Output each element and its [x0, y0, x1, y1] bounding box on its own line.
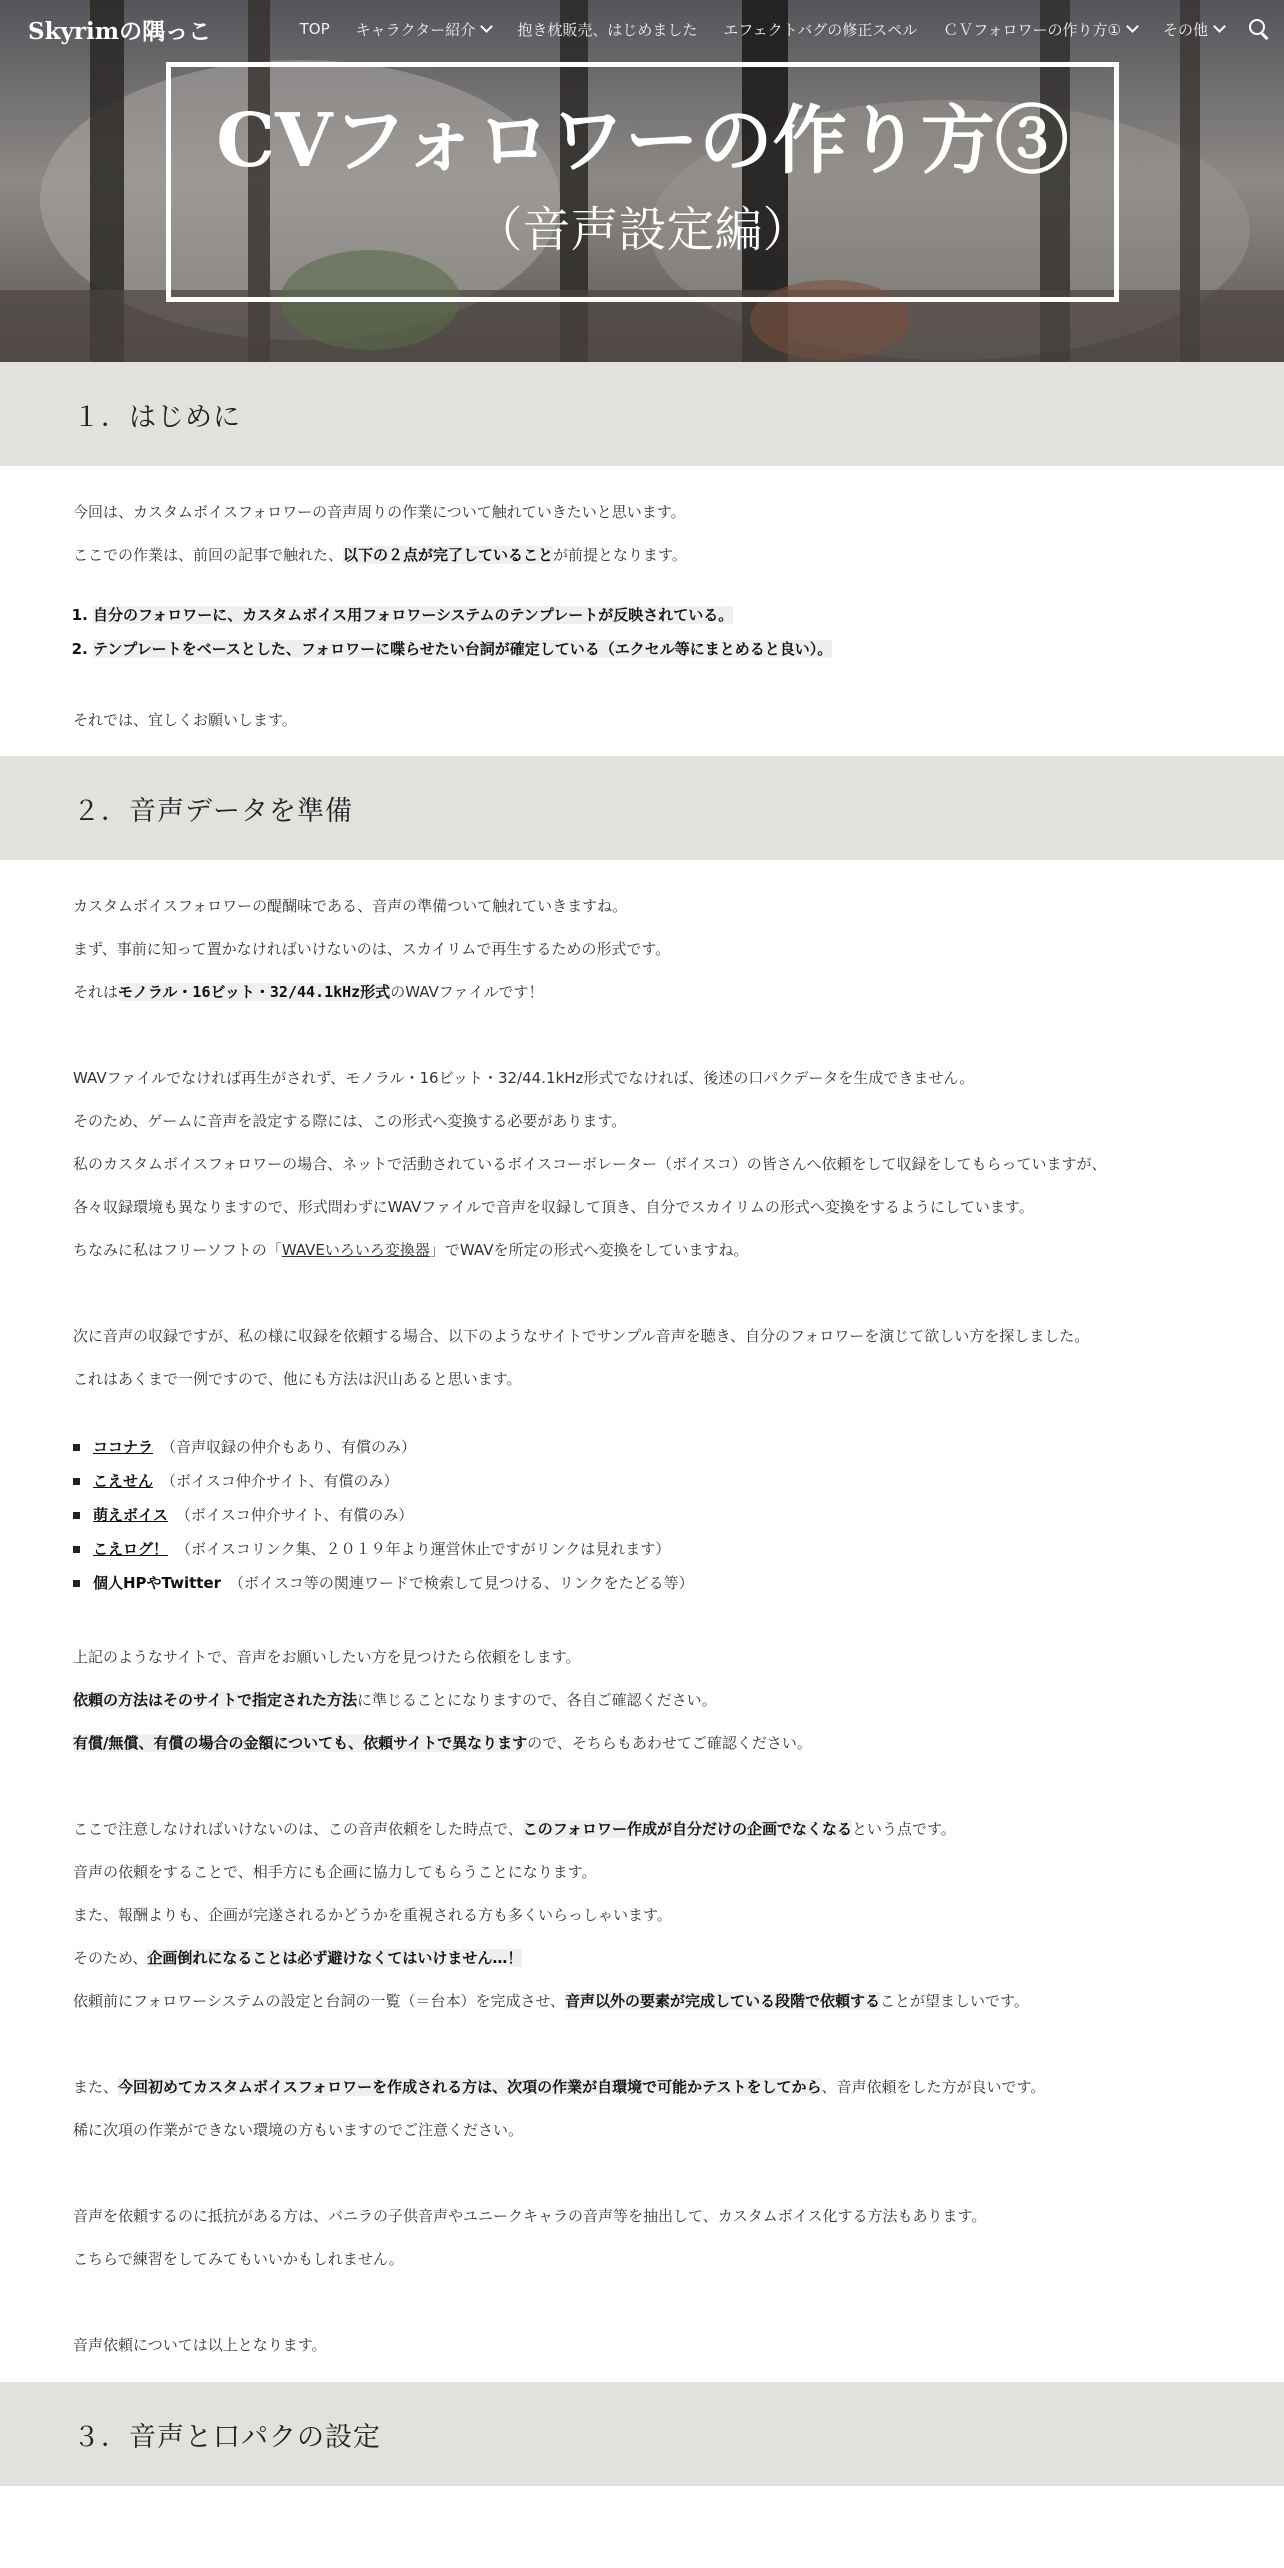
section-heading-band — [0, 362, 1284, 466]
paragraph: こちらで練習をしてみてもいいかもしれません。 — [73, 2250, 404, 2268]
list-item — [73, 1529, 1211, 1563]
chevron-down-icon[interactable] — [1213, 20, 1226, 33]
text: に準じることになりますので、各自ご確認ください。 — [356, 1691, 717, 1709]
paragraph: これはあくまで一例ですので、他にも方法は沢山あると思います。 — [73, 1370, 522, 1388]
paragraph: カスタムボイスフォロワーの醍醐味である、音声の準備ついて触れていきますね。 — [73, 897, 628, 915]
paragraph — [73, 1980, 1211, 2023]
list-item-note: （ボイスコリンク集、２０１９年より運営休止ですがリンクは見れます） — [176, 1540, 671, 1558]
paragraph: まず、事前に知って置かなければいけないのは、スカイリムで再生するための形式です。 — [73, 940, 671, 958]
text: が前提となります。 — [553, 546, 687, 564]
nav-item-label: ＣＶフォロワーの作り方① — [943, 20, 1121, 39]
highlighted-text: 依頼の方法はそのサイトで指定された方法 — [73, 1691, 357, 1709]
text: のWAVファイルです！ — [390, 983, 544, 1001]
list-item-note: （音声収録の仲介もあり、有償のみ） — [161, 1438, 417, 1456]
site-list — [73, 1427, 1211, 1597]
highlighted-text: 音声以外の要素が完成している段階で依頼する — [565, 1992, 881, 2010]
paragraph: そのため、ゲームに音声を設定する際には、この形式へ変換する必要があります。 — [73, 1112, 627, 1130]
text: ことが望ましいです。 — [880, 1992, 1029, 2010]
text: そのため、 — [73, 1949, 148, 1967]
nav-item-other[interactable] — [1163, 19, 1224, 40]
koesen-link[interactable]: こえせん — [93, 1472, 154, 1490]
section-heading: ３．音声と口パクの設定 — [73, 2421, 381, 2453]
section-content — [0, 860, 1284, 2382]
paragraph — [73, 1229, 1211, 1272]
list-item — [73, 1495, 1211, 1529]
nav-item-cv-follower-guide[interactable] — [943, 19, 1137, 40]
highlighted-text: 企画倒れになることは必ず避けなくてはいけません…！ — [147, 1949, 523, 1967]
paragraph: 音声依頼については以上となります。 — [73, 2336, 327, 2354]
nav-item-characters[interactable] — [356, 19, 492, 40]
section-heading-band — [0, 756, 1284, 860]
bullet-icon — [73, 1444, 80, 1451]
section-heading: ２．音声データを準備 — [73, 795, 353, 827]
list-item-name: 個人HPやTwitter — [93, 1574, 222, 1592]
list-item-text: 自分のフォロワーに、カスタムボイス用フォロワーシステムのテンプレートが反映されている。 — [93, 606, 734, 624]
highlighted-text: このフォロワー作成が自分だけの企画でなくなる — [522, 1820, 852, 1838]
nav-item-label: 抱き枕販売、はじめました — [517, 20, 698, 39]
chevron-down-icon[interactable] — [1126, 20, 1139, 33]
paragraph — [73, 2066, 1211, 2109]
list-item — [73, 1427, 1211, 1461]
page-title: CVフォロワーの作り方③ — [216, 98, 1069, 184]
top-navigation — [0, 0, 1284, 58]
nav-item-label: キャラクター紹介 — [355, 20, 476, 39]
hero-title-box — [166, 62, 1119, 302]
list-item-note: （ボイスコ仲介サイト、有償のみ） — [161, 1472, 399, 1490]
nav-item-effect-bug-fix[interactable] — [723, 19, 917, 40]
paragraph: 今回は、カスタムボイスフォロワーの音声周りの作業について触れていきたいと思います。 — [73, 503, 686, 521]
site-title[interactable]: Skyrimの隅っこ — [28, 18, 212, 45]
coconala-link[interactable]: ココナラ — [93, 1438, 154, 1456]
paragraph: また、報酬よりも、企画が完遂されるかどうかを重視される方も多くいらっしゃいます。 — [73, 1906, 672, 1924]
text: ので、そちらもあわせてご確認ください。 — [527, 1734, 812, 1752]
text: それは — [73, 983, 119, 1001]
chevron-down-icon[interactable] — [480, 20, 493, 33]
text: また、 — [73, 2078, 119, 2096]
section-content — [0, 466, 1284, 756]
paragraph: 音声を依頼するのに抵抗がある方は、バニラの子供音声やユニークキャラの音声等を抽出して、カスタムボイス化する方法もあります。 — [73, 2207, 987, 2225]
highlighted-text: 以下の２点が完了していること — [343, 546, 554, 564]
list-item — [93, 632, 1211, 666]
ordered-list — [73, 598, 1211, 666]
nav-item-label: その他 — [1162, 20, 1208, 39]
highlighted-text: 今回初めてカスタムボイスフォロワーを作成される方は、次項の作業が自環境で可能かテストをしてから — [118, 2078, 822, 2096]
text: という点です。 — [851, 1820, 956, 1838]
bullet-icon — [73, 1580, 80, 1587]
list-item — [73, 1563, 1211, 1597]
paragraph: 次に音声の収録ですが、私の様に収録を依頼する場合、以下のようなサイトでサンプル音声を聴き、自分のフォロワーを演じて欲しい方を探しました。 — [73, 1327, 1090, 1345]
text: 依頼前にフォロワーシステムの設定と台詞の一覧（＝台本）を完成させ、 — [73, 1992, 566, 2010]
moe-voice-link[interactable]: 萌えボイス — [93, 1506, 168, 1524]
bullet-icon — [73, 1512, 80, 1519]
text: 、音声依頼をした方が良いです。 — [821, 2078, 1046, 2096]
list-item — [73, 1461, 1211, 1495]
paragraph — [73, 1722, 1211, 1765]
paragraph — [73, 1937, 1211, 1980]
paragraph — [73, 1679, 1211, 1722]
paragraph: 音声の依頼をすることで、相手方にも企画に協力してもらうことになります。 — [73, 1863, 597, 1881]
nav-item-top[interactable] — [300, 20, 330, 38]
bullet-icon — [73, 1546, 80, 1553]
paragraph — [73, 971, 1211, 1014]
text: 」でWAVを所定の形式へ変換をしていますね。 — [429, 1241, 749, 1259]
section-heading-band — [0, 2382, 1284, 2486]
highlighted-text: モノラル・16ビット・32/44.1kHz形式 — [118, 983, 391, 1001]
paragraph: 各々収録環境も異なりますので、形式問わずにWAVファイルで音声を収録して頂き、自分でスカイリムの形式へ変換をするようにしています。 — [73, 1198, 1034, 1216]
list-item-text: テンプレートをベースとした、フォロワーに喋らせたい台詞が確定している（エクセル等にまとめると良い）。 — [93, 640, 833, 658]
search-icon[interactable] — [1248, 18, 1270, 40]
hero-banner — [0, 0, 1284, 362]
section-heading: １．はじめに — [73, 401, 241, 433]
text: ここでの作業は、前回の記事で触れた、 — [73, 546, 344, 564]
paragraph: それでは、宜しくお願いします。 — [73, 711, 297, 729]
list-item-note: （ボイスコ等の関連ワードで検索して見つける、リンクをたどる等） — [229, 1574, 694, 1592]
highlighted-text: 有償/無償、有償の場合の金額についても、依頼サイトで異なります — [73, 1734, 528, 1752]
text: ちなみに私はフリーソフトの「 — [73, 1241, 282, 1259]
nav-menu — [274, 18, 1270, 40]
paragraph: 私のカスタムボイスフォロワーの場合、ネットで活動されているボイスコーボレーター（ボイスコ）の皆さんへ依頼をして収録をしてもらっていますが、 — [73, 1155, 1107, 1173]
paragraph: WAVファイルでなければ再生がされず、モノラル・16ビット・32/44.1kHz形式でなければ、後述の口パクデータを生成できません。 — [73, 1069, 975, 1087]
nav-item-pillow-sale[interactable] — [517, 19, 697, 40]
bullet-icon — [73, 1478, 80, 1485]
paragraph — [73, 534, 1211, 577]
nav-item-label: エフェクトバグの修正スペル — [723, 20, 918, 39]
paragraph: 上記のようなサイトで、音声をお願いしたい方を見つけたら依頼をします。 — [73, 1648, 581, 1666]
koelog-link[interactable]: こえログ！ — [93, 1540, 169, 1558]
wave-converter-link[interactable]: WAVEいろいろ変換器 — [281, 1241, 430, 1259]
list-item-note: （ボイスコ仲介サイト、有償のみ） — [175, 1506, 414, 1524]
text: ここで注意しなければいけないのは、この音声依頼をした時点で、 — [73, 1820, 523, 1838]
page-subtitle: （音声設定編） — [474, 201, 811, 258]
paragraph — [73, 1808, 1211, 1851]
list-item — [93, 598, 1211, 632]
paragraph: 稀に次項の作業ができない環境の方もいますのでご注意ください。 — [73, 2121, 524, 2139]
nav-item-label: TOP — [299, 20, 330, 38]
